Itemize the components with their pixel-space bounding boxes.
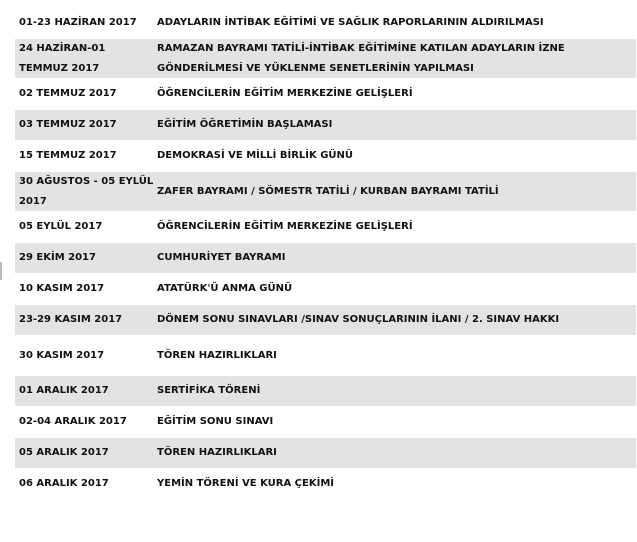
schedule-table — [15, 8, 636, 500]
row-date: 02-04 ARALIK 2017 — [19, 416, 127, 427]
table-row — [15, 336, 636, 376]
row-event: ADAYLARIN İNTİBAK EĞİTİMİ VE SAĞLIK RAPORLARININ ALDIRILMASI — [157, 17, 544, 28]
row-date: 05 ARALIK 2017 — [19, 447, 109, 458]
row-event: SERTİFİKA TÖRENİ — [157, 385, 261, 396]
row-date: 02 TEMMUZ 2017 — [19, 88, 117, 99]
row-date: 06 ARALIK 2017 — [19, 478, 109, 489]
row-date: 23-29 KASIM 2017 — [19, 314, 123, 325]
table-row — [15, 39, 636, 79]
row-event: TÖREN HAZIRLIKLARI — [157, 447, 277, 458]
row-date: 10 KASIM 2017 — [19, 283, 105, 294]
table-row — [15, 79, 636, 110]
row-event: ZAFER BAYRAMI / SÖMESTR TATİLİ / KURBAN BAYRAMI TATİLİ — [157, 185, 499, 197]
row-date: 15 TEMMUZ 2017 — [19, 150, 117, 161]
row-date: 24 HAZİRAN-01 TEMMUZ 2017 — [19, 42, 106, 74]
table-row — [15, 172, 636, 212]
row-event: ÖĞRENCİLERİN EĞİTİM MERKEZİNE GELİŞLERİ — [157, 221, 413, 232]
row-event: EĞİTİM ÖĞRETİMİN BAŞLAMASI — [157, 119, 333, 130]
row-date: 30 KASIM 2017 — [19, 349, 105, 361]
table-row — [15, 438, 636, 469]
row-event: DEMOKRASİ VE MİLLİ BİRLİK GÜNÜ — [157, 150, 354, 161]
row-event: TÖREN HAZIRLIKLARI — [157, 349, 277, 361]
table-row — [15, 243, 636, 274]
table-row — [15, 305, 636, 336]
table-row — [15, 376, 636, 407]
table-row — [15, 141, 636, 172]
row-event: CUMHURİYET BAYRAMI — [157, 252, 286, 263]
row-event: ÖĞRENCİLERİN EĞİTİM MERKEZİNE GELİŞLERİ — [157, 88, 413, 99]
left-edge-mark — [0, 262, 2, 280]
table-row — [15, 407, 636, 438]
row-event: DÖNEM SONU SINAVLARI /SINAV SONUÇLARININ İLANI / 2. SINAV HAKKI — [157, 314, 560, 325]
table-row — [15, 469, 636, 500]
row-event: ATATÜRK'Ü ANMA GÜNÜ — [157, 283, 293, 294]
table-row — [15, 212, 636, 243]
table-row — [15, 8, 636, 39]
row-event: RAMAZAN BAYRAMI TATİLİ-İNTİBAK EĞİTİMİNE KATILAN ADAYLARIN İZNE GÖNDERİLMESİ VE YÜKLENME SENETLERİNİN YAPILMASI — [157, 42, 565, 74]
row-date: 30 AĞUSTOS - 05 EYLÜL 2017 — [19, 175, 154, 207]
table-row — [15, 110, 636, 141]
row-event: YEMİN TÖRENİ VE KURA ÇEKİMİ — [157, 478, 334, 489]
row-date: 29 EKİM 2017 — [19, 252, 96, 263]
row-date: 03 TEMMUZ 2017 — [19, 119, 117, 130]
row-date: 01 ARALIK 2017 — [19, 385, 109, 396]
row-date: 01-23 HAZİRAN 2017 — [19, 17, 137, 28]
row-event: EĞİTİM SONU SINAVI — [157, 416, 274, 427]
row-date: 05 EYLÜL 2017 — [19, 221, 103, 232]
table-row — [15, 274, 636, 305]
